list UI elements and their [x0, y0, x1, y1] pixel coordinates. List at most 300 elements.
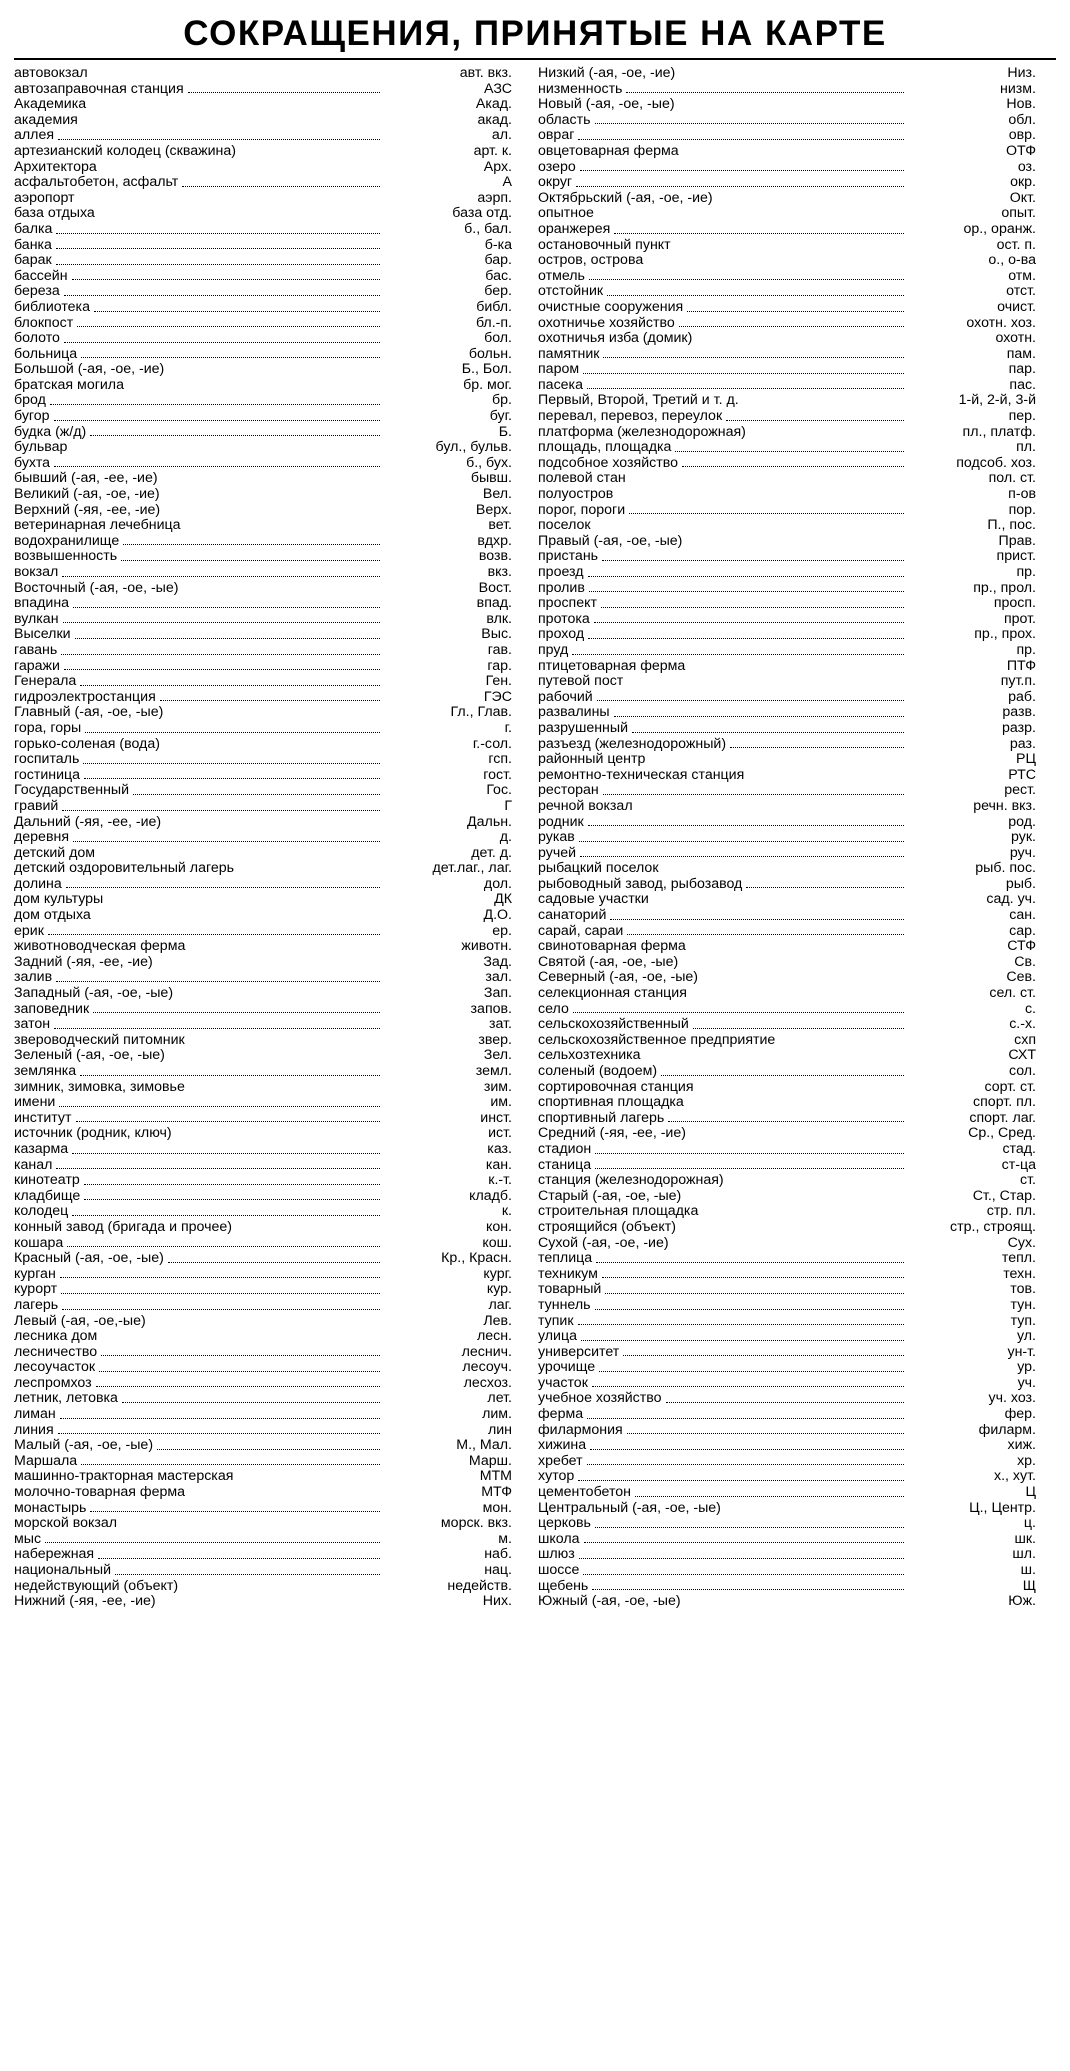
abbreviation-value: Ст., Стар.: [972, 1188, 1036, 1204]
term-inner: [14, 144, 380, 160]
term-inner: [538, 1469, 904, 1485]
term-inner: [538, 1048, 904, 1064]
abbreviation-term-cell: [538, 503, 904, 519]
abbreviation-value: дет.лаг., лаг.: [432, 861, 512, 877]
abbreviation-term-cell: [14, 1314, 380, 1330]
abbreviation-value: ц.: [1023, 1516, 1036, 1532]
abbreviation-row: [14, 1345, 512, 1361]
abbreviation-row: [14, 1329, 512, 1345]
dot-leader: [779, 1043, 904, 1044]
abbreviation-term: набережная: [14, 1547, 95, 1563]
abbreviation-term-cell: [14, 627, 380, 643]
abbreviation-value: кур.: [486, 1282, 512, 1298]
abbreviation-row: [538, 1532, 1036, 1548]
abbreviation-term: Великий (-ая, -ое, -ие): [14, 487, 160, 503]
dot-leader: [84, 1198, 380, 1200]
abbreviation-value: Юж.: [1008, 1594, 1036, 1610]
abbreviation-term-cell: [538, 534, 904, 550]
abbreviation-row: [14, 1251, 512, 1267]
dot-leader: [96, 1385, 380, 1387]
dot-leader: [77, 325, 380, 327]
abbreviation-term-cell: [14, 1329, 380, 1345]
abbreviation-term-cell: [14, 378, 380, 394]
term-inner: [14, 1438, 380, 1454]
abbreviation-value: впад.: [476, 596, 512, 612]
abbreviation-term: птицетоварная ферма: [538, 658, 686, 674]
abbreviation-term: щебень: [538, 1578, 589, 1594]
abbreviation-term-cell: [538, 1142, 904, 1158]
dot-leader: [630, 482, 904, 483]
abbreviation-row: [14, 565, 512, 581]
abbreviation-value: ост. п.: [996, 237, 1036, 253]
abbreviation-term: деревня: [14, 830, 70, 846]
term-inner: [14, 1376, 380, 1392]
abbreviation-row: [14, 300, 512, 316]
dot-leader: [80, 1074, 380, 1076]
term-inner: [538, 815, 904, 831]
abbreviation-value: речн. вкз.: [973, 798, 1036, 814]
abbreviation-term-cell: [14, 1376, 380, 1392]
abbreviation-row: [538, 1173, 1036, 1189]
abbreviation-value: инст.: [480, 1110, 512, 1126]
abbreviation-value: им.: [490, 1095, 512, 1111]
dot-leader: [160, 1605, 380, 1606]
abbreviation-term-cell: [538, 1376, 904, 1392]
dot-leader: [76, 1120, 380, 1122]
abbreviation-value: прот.: [1003, 611, 1036, 627]
abbreviation-value: Прав.: [998, 533, 1036, 549]
abbreviation-term: сарай, сараи: [538, 923, 624, 939]
abbreviation-term: свинотоварная ферма: [538, 939, 686, 955]
abbreviation-term: банка: [14, 237, 52, 253]
abbreviation-term-cell: [538, 456, 904, 472]
abbreviation-row: [538, 846, 1036, 862]
abbreviation-value: дет. д.: [471, 845, 512, 861]
abbreviation-term-cell: [14, 160, 380, 176]
abbreviation-row: [538, 612, 1036, 628]
term-inner: [538, 924, 904, 940]
abbreviation-term-cell: [14, 752, 380, 768]
abbreviation-term-cell: [538, 1173, 904, 1189]
abbreviation-term-cell: [538, 1501, 904, 1517]
dot-leader: [649, 763, 904, 764]
abbreviation-term-cell: [538, 331, 904, 347]
term-inner: [538, 175, 904, 191]
dot-leader: [603, 793, 904, 795]
abbreviation-value: буг.: [489, 409, 512, 425]
dot-leader: [627, 685, 904, 686]
abbreviation-row: [14, 487, 512, 503]
abbreviation-row: [538, 1314, 1036, 1330]
abbreviation-term: порог, пороги: [538, 502, 626, 518]
term-inner: [14, 1360, 380, 1376]
dot-leader: [59, 1105, 380, 1107]
abbreviation-row: [538, 362, 1036, 378]
abbreviation-row: [538, 1048, 1036, 1064]
abbreviation-value: недейств.: [447, 1578, 512, 1594]
dot-leader: [72, 278, 380, 280]
abbreviation-term: сельскохозяйственный: [538, 1017, 689, 1033]
abbreviation-row: [538, 456, 1036, 472]
abbreviation-term: бухта: [14, 455, 51, 471]
term-inner: [538, 908, 904, 924]
abbreviation-value: рест.: [1004, 783, 1036, 799]
abbreviation-term-cell: [538, 1516, 904, 1532]
term-inner: [538, 1407, 904, 1423]
abbreviation-row: [538, 1407, 1036, 1423]
abbreviation-value: сар.: [1009, 923, 1036, 939]
abbreviation-row: [14, 144, 512, 160]
abbreviation-row: [14, 1017, 512, 1033]
abbreviation-value: г.: [504, 720, 512, 736]
abbreviation-row: [14, 1267, 512, 1283]
abbreviation-term: Зеленый (-ая, -ое, -ые): [14, 1048, 165, 1064]
abbreviation-row: [538, 783, 1036, 799]
abbreviation-row: [538, 970, 1036, 986]
abbreviation-term: товарный: [538, 1282, 602, 1298]
abbreviation-term-cell: [538, 253, 904, 269]
abbreviation-row: [14, 1485, 512, 1501]
dot-leader: [629, 512, 904, 514]
abbreviation-term-cell: [14, 1158, 380, 1174]
abbreviation-term-cell: [14, 1126, 380, 1142]
dot-leader: [73, 840, 380, 842]
abbreviation-row: [538, 1111, 1036, 1127]
abbreviation-term: животноводческая ферма: [14, 939, 186, 955]
abbreviation-term-cell: [538, 799, 904, 815]
abbreviation-row: [14, 347, 512, 363]
dot-leader: [584, 1541, 905, 1543]
abbreviation-term-cell: [14, 331, 380, 347]
abbreviation-term: Государственный: [14, 783, 130, 799]
abbreviation-value: леснич.: [461, 1344, 512, 1360]
term-inner: [14, 425, 380, 441]
abbreviation-term: проспект: [538, 596, 597, 612]
abbreviation-value: ст.: [1020, 1173, 1036, 1189]
abbreviation-row: [538, 487, 1036, 503]
abbreviation-row: [14, 128, 512, 144]
term-inner: [14, 1236, 380, 1252]
abbreviation-value: оз.: [1017, 159, 1036, 175]
dot-leader: [693, 1027, 904, 1029]
abbreviation-value: вет.: [488, 518, 512, 534]
term-inner: [538, 1189, 904, 1205]
abbreviation-term-cell: [14, 518, 380, 534]
abbreviation-row: [538, 253, 1036, 269]
term-inner: [14, 1142, 380, 1158]
abbreviation-row: [14, 534, 512, 550]
dot-leader: [168, 1261, 380, 1263]
abbreviation-row: [14, 331, 512, 347]
abbreviation-value: д.: [499, 830, 512, 846]
term-inner: [14, 1220, 380, 1236]
term-inner: [538, 1251, 904, 1267]
abbreviation-term: братская могила: [14, 377, 124, 393]
abbreviation-term: впадина: [14, 596, 70, 612]
abbreviation-row: [14, 627, 512, 643]
term-inner: [14, 1345, 380, 1361]
abbreviation-term: водохранилище: [14, 533, 120, 549]
abbreviation-value: Ср., Сред.: [968, 1126, 1036, 1142]
term-inner: [14, 456, 380, 472]
abbreviation-row: [14, 939, 512, 955]
term-inner: [538, 1360, 904, 1376]
dot-leader: [635, 1495, 904, 1497]
abbreviation-term: отмель: [538, 268, 585, 284]
abbreviation-term-cell: [14, 175, 380, 191]
abbreviation-term-cell: [14, 128, 380, 144]
abbreviation-row: [14, 1516, 512, 1532]
dot-leader: [589, 590, 904, 592]
abbreviation-row: [14, 362, 512, 378]
abbreviation-row: [14, 737, 512, 753]
abbreviation-value: 1-й, 2-й, 3-й: [958, 393, 1036, 409]
abbreviation-term: опытное: [538, 206, 594, 222]
abbreviation-term-cell: [538, 939, 904, 955]
abbreviation-value: звер.: [478, 1032, 512, 1048]
dot-leader: [653, 903, 904, 904]
abbreviation-value: отм.: [1008, 268, 1036, 284]
abbreviation-term: туннель: [538, 1297, 591, 1313]
dot-leader: [598, 217, 904, 218]
abbreviation-term-cell: [538, 1314, 904, 1330]
abbreviation-term-cell: [538, 1469, 904, 1485]
dot-leader: [237, 1480, 380, 1481]
abbreviation-value: мон.: [482, 1500, 512, 1516]
abbreviation-term-cell: [538, 1017, 904, 1033]
abbreviation-value: Д.О.: [483, 908, 512, 924]
abbreviation-row: [14, 549, 512, 565]
abbreviation-value: бр.: [492, 393, 512, 409]
term-inner: [14, 1407, 380, 1423]
dot-leader: [572, 653, 904, 655]
abbreviation-value: б., бал.: [464, 221, 512, 237]
abbreviation-value: П., пос.: [987, 518, 1036, 534]
abbreviation-term: цементобетон: [538, 1485, 632, 1501]
dot-leader: [627, 933, 904, 935]
term-inner: [14, 1064, 380, 1080]
abbreviation-term: канал: [14, 1157, 53, 1173]
abbreviation-term: тупик: [538, 1313, 574, 1329]
abbreviation-value: спорт. пл.: [973, 1095, 1036, 1111]
abbreviation-row: [538, 238, 1036, 254]
abbreviation-row: [538, 830, 1036, 846]
abbreviation-term: машинно-тракторная мастерская: [14, 1469, 234, 1485]
term-inner: [14, 1173, 380, 1189]
abbreviation-row: [14, 1563, 512, 1579]
term-inner: [14, 440, 380, 456]
abbreviation-row: [538, 82, 1036, 98]
term-inner: [14, 97, 380, 113]
abbreviation-term: шоссе: [538, 1563, 580, 1578]
abbreviation-row: [538, 471, 1036, 487]
abbreviation-value: гост.: [483, 767, 512, 783]
abbreviation-value: пл.: [1016, 440, 1036, 456]
abbreviation-value: бол.: [484, 331, 512, 347]
abbreviation-term-cell: [538, 518, 904, 534]
abbreviation-term: Южный (-ая, -ое, -ые): [538, 1594, 681, 1610]
term-inner: [14, 1002, 380, 1018]
dot-leader: [601, 606, 904, 608]
abbreviation-value: охотн.: [995, 331, 1036, 347]
abbreviation-value: зим.: [483, 1079, 512, 1095]
term-inner: [538, 1017, 904, 1033]
abbreviation-row: [14, 705, 512, 721]
abbreviation-term: автовокзал: [14, 66, 88, 81]
abbreviation-term-cell: [14, 1485, 380, 1501]
abbreviation-term-cell: [538, 269, 904, 285]
dot-leader: [597, 699, 904, 701]
abbreviation-row: [14, 1454, 512, 1470]
term-inner: [538, 1236, 904, 1252]
abbreviation-term: аллея: [14, 128, 55, 144]
abbreviation-value: ш.: [1020, 1563, 1036, 1578]
abbreviation-term-cell: [14, 191, 380, 207]
abbreviation-value: Сев.: [1006, 970, 1036, 986]
abbreviation-row: [538, 1251, 1036, 1267]
abbreviation-term: кинотеатр: [14, 1173, 80, 1189]
abbreviation-value: Гл., Глав.: [450, 705, 512, 721]
abbreviation-term: церковь: [538, 1516, 591, 1532]
abbreviation-term-cell: [14, 1438, 380, 1454]
abbreviation-value: Щ: [1022, 1578, 1036, 1594]
abbreviation-row: [14, 1033, 512, 1049]
dot-leader: [673, 1246, 904, 1247]
right-column: [538, 66, 1036, 1610]
dot-leader: [48, 933, 380, 935]
abbreviation-term-cell: [14, 1033, 380, 1049]
term-inner: [538, 1111, 904, 1127]
abbreviation-term-cell: [14, 253, 380, 269]
abbreviation-row: [14, 316, 512, 332]
term-inner: [538, 284, 904, 300]
abbreviation-value: пар.: [1008, 362, 1036, 378]
abbreviation-term: гавань: [14, 642, 58, 658]
abbreviation-term: полуостров: [538, 487, 614, 503]
abbreviation-term-cell: [14, 1282, 380, 1298]
abbreviation-value: к.-т.: [488, 1173, 512, 1189]
abbreviation-term-cell: [538, 861, 904, 877]
abbreviation-term-cell: [538, 970, 904, 986]
abbreviation-value: РЦ: [1016, 752, 1036, 768]
abbreviation-term-cell: [538, 955, 904, 971]
abbreviation-term: очистные сооружения: [538, 299, 684, 315]
abbreviation-row: [14, 768, 512, 784]
term-inner: [14, 487, 380, 503]
term-inner: [14, 799, 380, 815]
abbreviation-term-cell: [538, 596, 904, 612]
abbreviation-term-cell: [14, 1267, 380, 1283]
dot-leader: [583, 1573, 904, 1575]
term-inner: [14, 721, 380, 737]
dot-leader: [240, 155, 380, 156]
dot-leader: [99, 217, 380, 218]
abbreviation-term: ручей: [538, 845, 577, 861]
abbreviation-row: [538, 1064, 1036, 1080]
abbreviation-value: рук.: [1011, 830, 1036, 846]
abbreviation-value: вкз.: [487, 565, 512, 580]
abbreviation-term-cell: [14, 316, 380, 332]
dot-leader: [581, 1339, 904, 1341]
abbreviation-row: [538, 674, 1036, 690]
abbreviation-term: блокпост: [14, 315, 74, 331]
abbreviation-term: Старый (-ая, -ое, -ые): [538, 1188, 682, 1204]
abbreviation-value: сад. уч.: [986, 892, 1036, 908]
term-inner: [14, 705, 380, 721]
abbreviation-term-cell: [538, 877, 904, 893]
abbreviation-term-cell: [14, 1563, 380, 1579]
abbreviation-row: [14, 191, 512, 207]
dot-leader: [679, 325, 904, 327]
abbreviation-term-cell: [538, 627, 904, 643]
dot-leader: [75, 637, 380, 639]
abbreviation-term-cell: [538, 1158, 904, 1174]
term-inner: [538, 674, 904, 690]
abbreviation-value: арт. к.: [473, 143, 512, 159]
abbreviation-value: лет.: [487, 1391, 512, 1407]
dot-leader: [162, 482, 380, 483]
abbreviation-value: МТФ: [481, 1485, 512, 1501]
abbreviation-row: [538, 1501, 1036, 1517]
abbreviation-row: [14, 1314, 512, 1330]
abbreviation-term-cell: [14, 830, 380, 846]
dot-leader: [56, 247, 380, 249]
abbreviation-term: залив: [14, 970, 53, 986]
abbreviation-row: [14, 1469, 512, 1485]
abbreviation-value: Б., Бол.: [461, 362, 512, 378]
abbreviation-value: Арх.: [483, 159, 512, 175]
term-inner: [14, 986, 380, 1002]
abbreviation-term: бугор: [14, 409, 50, 425]
abbreviation-value: лим.: [482, 1407, 512, 1423]
abbreviation-term-cell: [14, 440, 380, 456]
abbreviation-row: [538, 1329, 1036, 1345]
abbreviation-term-cell: [538, 1423, 904, 1439]
dot-leader: [165, 825, 380, 826]
dot-leader: [185, 529, 380, 530]
abbreviation-value: кош.: [482, 1235, 512, 1251]
abbreviation-value: лин: [487, 1422, 512, 1438]
abbreviation-value: наб.: [484, 1547, 512, 1563]
dot-leader: [690, 1137, 904, 1138]
term-inner: [14, 82, 380, 98]
term-inner: [538, 316, 904, 332]
term-inner: [14, 1532, 380, 1548]
abbreviation-value: кладб.: [469, 1188, 512, 1204]
abbreviation-term: береза: [14, 284, 60, 300]
abbreviation-term-cell: [14, 425, 380, 441]
abbreviation-term: казарма: [14, 1141, 69, 1157]
abbreviation-value: Б.: [498, 424, 512, 440]
abbreviation-term-cell: [14, 970, 380, 986]
dot-leader: [595, 529, 904, 530]
dot-leader: [688, 1106, 904, 1107]
abbreviation-row: [14, 908, 512, 924]
abbreviation-row: [14, 393, 512, 409]
abbreviation-term-cell: [14, 393, 380, 409]
abbreviation-row: [538, 659, 1036, 675]
term-inner: [14, 1423, 380, 1439]
abbreviation-value: Дальн.: [467, 814, 512, 830]
abbreviation-term-cell: [14, 1142, 380, 1158]
abbreviation-row: [538, 518, 1036, 534]
term-inner: [14, 113, 380, 129]
dot-leader: [687, 310, 904, 312]
dot-leader: [189, 1043, 380, 1044]
term-inner: [14, 1048, 380, 1064]
dot-leader: [666, 1401, 904, 1403]
abbreviation-term-cell: [14, 674, 380, 690]
